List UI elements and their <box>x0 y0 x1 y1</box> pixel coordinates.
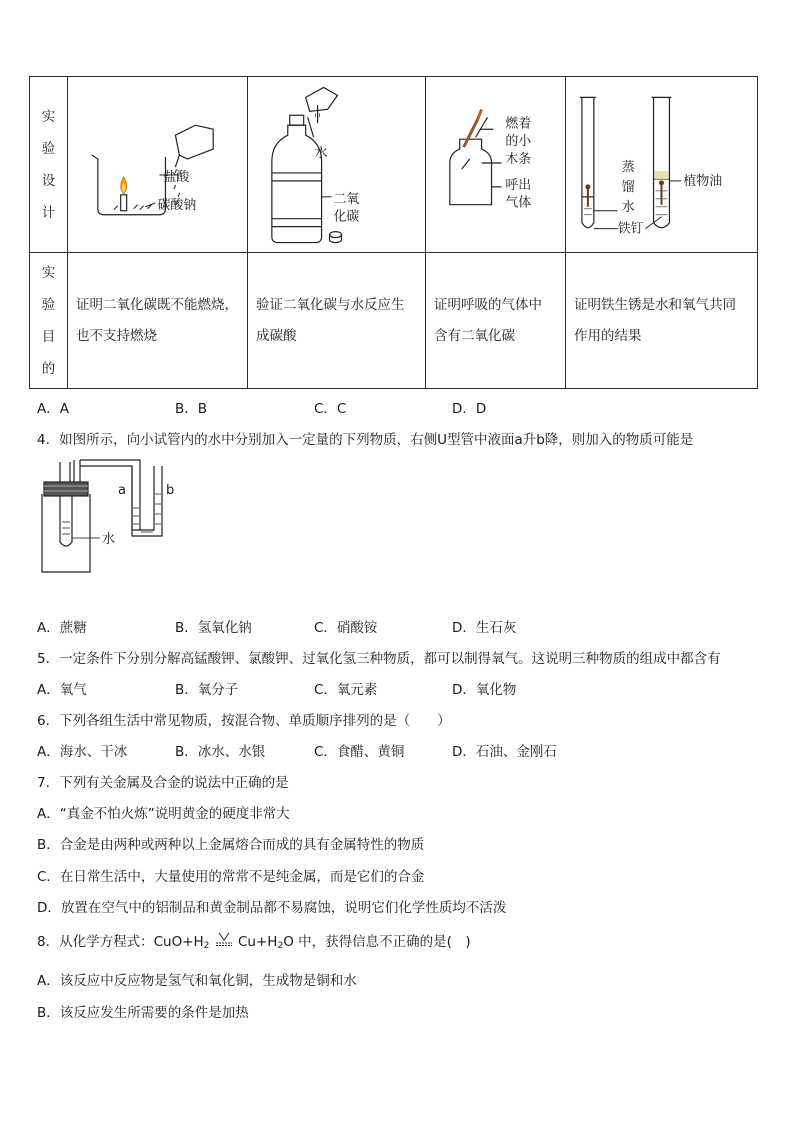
purpose-d: 证明铁生锈是水和氧气共同 作用的结果 <box>566 253 758 389</box>
label-co2-line2: 化碳 <box>333 209 360 225</box>
svg-text:蒸: 蒸 <box>621 159 635 175</box>
svg-text:气体: 气体 <box>505 195 532 211</box>
label-co2-line1: 二氧 <box>333 191 360 207</box>
purpose-b: 验证二氧化碳与水反应生 成碳酸 <box>248 253 426 389</box>
u-tube-label-b: b <box>166 483 175 498</box>
label-hydrochloric-acid: 盐酸 <box>163 169 190 185</box>
u-tube-label-a: a <box>118 483 126 498</box>
svg-text:水: 水 <box>621 199 635 215</box>
q6-stem: 6．下列各组生活中常见物质，按混合物、单质顺序排列的是（ ） <box>37 713 451 729</box>
design-row <box>30 77 758 253</box>
q7-option-c[interactable]: C．在日常生活中，大量使用的常常不是纯金属，而是它们的合金 <box>37 869 425 885</box>
label-vegetable-oil: 植物油 <box>683 173 723 189</box>
design-header: 实 验 设 计 <box>30 77 68 253</box>
q3-options <box>37 397 637 415</box>
label-sodium-carbonate: 碳酸钠 <box>157 197 197 213</box>
q4-option-a[interactable]: A．蔗糖 <box>37 620 87 636</box>
q4-stem: 4．如图所示，向小试管内的水中分别加入一定量的下列物质，右侧U型管中液面a升b降，则加入的物质可能是 <box>37 432 694 448</box>
q3-option-b[interactable]: B．B <box>175 401 208 417</box>
q4-option-c[interactable]: C．硝酸铵 <box>314 620 378 636</box>
q5-stem: 5．一定条件下分别分解高锰酸钾、氯酸钾、过氧化氢三种物质，都可以制得氧气。这说明三种物质的组成中都含有 <box>37 651 721 667</box>
q5-option-d[interactable]: D．氧化物 <box>452 682 517 698</box>
q7-option-d[interactable]: D．放置在空气中的铝制品和黄金制品都不易腐蚀，说明它们化学性质均不活泼 <box>37 900 507 916</box>
design-cell-c <box>426 77 566 253</box>
q5-option-b[interactable]: B．氧分子 <box>175 682 239 698</box>
experiment-table <box>29 76 758 389</box>
q4-options <box>37 616 637 634</box>
purpose-header: 实 验 目 的 <box>30 253 68 389</box>
u-tube-label-water: 水 <box>102 532 116 547</box>
q4-figure-u-tube <box>36 456 186 576</box>
label-water: 水 <box>314 146 328 162</box>
design-cell-d <box>566 77 758 253</box>
purpose-c: 证明呼吸的气体中 含有二氧化碳 <box>426 253 566 389</box>
q7-stem: 7．下列有关金属及合金的说法中正确的是 <box>37 775 289 791</box>
q3-option-d[interactable]: D．D <box>452 401 487 417</box>
q6-option-c[interactable]: C．食醋、黄铜 <box>314 744 405 760</box>
q7-option-a[interactable]: A．“真金不怕火炼”说明黄金的硬度非常大 <box>37 806 290 822</box>
svg-text:木条: 木条 <box>505 152 532 168</box>
q3-option-a[interactable]: A．A <box>37 401 69 417</box>
q4-option-d[interactable]: D．生石灰 <box>452 620 517 636</box>
label-iron-nail: 铁钉 <box>617 221 644 237</box>
q5-option-c[interactable]: C．氧元素 <box>314 682 378 698</box>
q5-options <box>37 678 637 696</box>
q5-option-a[interactable]: A．氧气 <box>37 682 87 698</box>
figure-bottle-water <box>248 77 425 252</box>
q8-stem: 8．从化学方程式：$CuO+H_2$ $Cu+H_2O$ 中，获得信息不正确的是( ) <box>37 934 471 951</box>
svg-text:燃着: 燃着 <box>505 116 532 132</box>
q8-option-b[interactable]: B．该反应发生所需要的条件是加热 <box>37 1005 249 1021</box>
q8-option-a[interactable]: A．该反应中反应物是氢气和氧化铜，生成物是铜和水 <box>37 973 357 989</box>
q4-option-b[interactable]: B．氢氧化钠 <box>175 620 252 636</box>
design-cell-a <box>68 77 248 253</box>
q6-options <box>37 740 637 758</box>
q3-option-c[interactable]: C．C <box>314 401 347 417</box>
q7-option-b[interactable]: B．合金是由两种或两种以上金属熔合而成的具有金属特性的物质 <box>37 837 425 853</box>
design-cell-b <box>248 77 426 253</box>
purpose-a: 证明二氧化碳既不能燃烧， 也不支持燃烧 <box>68 253 248 389</box>
heating-condition-symbol <box>214 933 234 947</box>
svg-text:呼出: 呼出 <box>505 177 532 193</box>
figure-test-tubes <box>566 77 757 252</box>
svg-text:馏: 馏 <box>621 179 635 195</box>
figure-candle-beaker <box>68 77 247 252</box>
svg-text:的小: 的小 <box>505 134 532 150</box>
purpose-row <box>30 253 758 389</box>
q6-option-b[interactable]: B．冰水、水银 <box>175 744 266 760</box>
q6-option-d[interactable]: D．石油、金刚石 <box>452 744 557 760</box>
q6-option-a[interactable]: A．海水、干冰 <box>37 744 128 760</box>
figure-jar-splint <box>426 77 565 252</box>
